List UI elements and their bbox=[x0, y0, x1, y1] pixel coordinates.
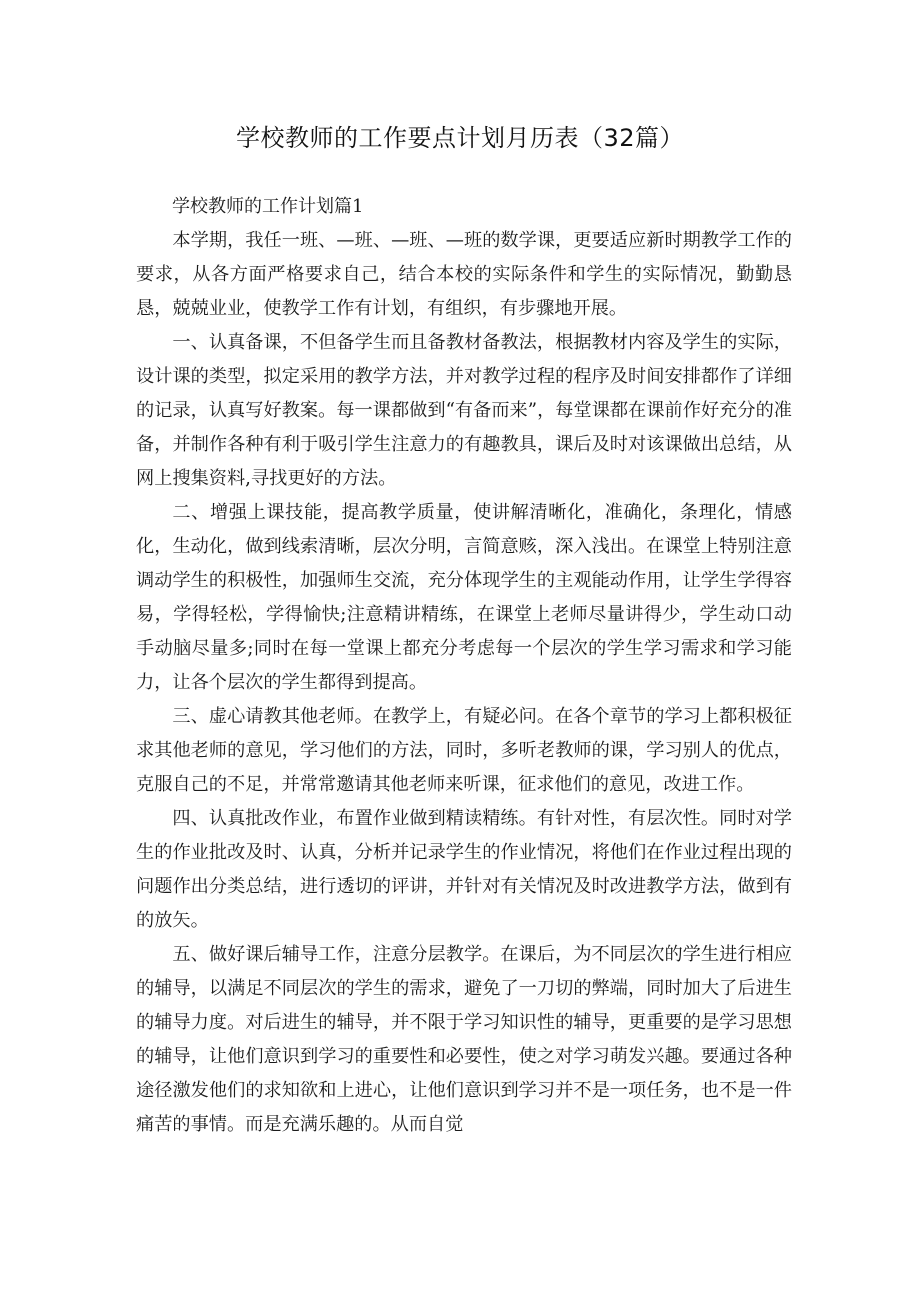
paragraph-2-teaching-skills: 二、增强上课技能，提高教学质量，使讲解清晰化，准确化，条理化，情感化，生动化，做到线索清晰，层次分明，言简意赅，深入浅出。在课堂上特别注意调动学生的积极性，加强师生交流，充分体现学生的主观能动作用，让学生学得容易，学得轻松，学得愉快;注意精讲精练，在课堂上老师尽量讲得少，学生动口动手动脑尽量多;同时在每一堂课上都充分考虑每一个层次的学生学习需求和学习能力，让各个层次的学生都得到提高。 bbox=[136, 502, 792, 693]
document-title: 学校教师的工作要点计划月历表（32篇） bbox=[235, 124, 685, 152]
document-body bbox=[136, 190, 792, 1142]
section-title: 学校教师的工作计划篇1 bbox=[172, 196, 364, 217]
paragraph-intro: 本学期，我任一班、—班、—班、—班的数学课，更要适应新时期教学工作的要求，从各方面严格要求自己，结合本校的实际条件和学生的实际情况，勤勤恳恳，兢兢业业，使教学工作有计划，有组织，有步骤地开展。 bbox=[136, 230, 792, 319]
paragraph-1-lesson-prep: 一、认真备课，不但备学生而且备教材备教法，根据教材内容及学生的实际，设计课的类型，拟定采用的教学方法，并对教学过程的程序及时间安排都作了详细的记录，认真写好教案。每一课都做到“有备而来”，每堂课都在课前作好充分的准备，并制作各种有利于吸引学生注意力的有趣教具，课后及时对该课做出总结，从网上搜集资料,寻找更好的方法。 bbox=[136, 332, 792, 489]
paragraph-3-consult-teachers: 三、虚心请教其他老师。在教学上，有疑必问。在各个章节的学习上都积极征求其他老师的意见，学习他们的方法，同时，多听老教师的课，学习别人的优点，克服自己的不足，并常常邀请其他老师来听课，征求他们的意见，改进工作。 bbox=[136, 706, 792, 795]
paragraph-4-homework: 四、认真批改作业，布置作业做到精读精练。有针对性，有层次性。同时对学生的作业批改及时、认真，分析并记录学生的作业情况，将他们在作业过程出现的问题作出分类总结，进行透切的评讲，并针对有关情况及时改进教学方法，做到有的放矢。 bbox=[136, 808, 792, 931]
paragraph-5-tutoring: 五、做好课后辅导工作，注意分层教学。在课后，为不同层次的学生进行相应的辅导，以满足不同层次的学生的需求，避免了一刀切的弊端，同时加大了后进生的辅导力度。对后进生的辅导，并不限于学习知识性的辅导，更重要的是学习思想的辅导，让他们意识到学习的重要性和必要性，使之对学习萌发兴趣。要通过各种途径激发他们的求知欲和上进心，让他们意识到学习并不是一项任务，也不是一件痛苦的事情。而是充满乐趣的。从而自觉 bbox=[136, 944, 792, 1135]
